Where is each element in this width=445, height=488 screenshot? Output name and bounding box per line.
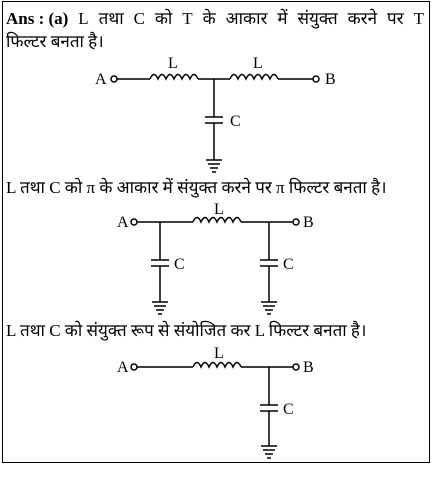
inductor-2 — [230, 75, 278, 80]
ground-icon — [206, 160, 222, 172]
pi-filter-diagram — [0, 200, 445, 318]
answer-line-1-cont: फिल्टर बनता है। — [6, 32, 104, 51]
ground-icon — [261, 302, 277, 314]
word: L — [78, 9, 89, 28]
t-filter-diagram — [0, 50, 445, 180]
word: आकार — [225, 9, 268, 28]
word: संयुक्त — [297, 9, 338, 28]
inductor-1 — [150, 75, 198, 80]
word: पर — [387, 9, 404, 28]
l-terminal-a: A — [117, 359, 129, 376]
inductor — [193, 363, 241, 368]
l-filter-diagram — [0, 342, 445, 462]
answer-line-2: L तथा C को π के आकार में संयुक्त करने पर π फिल्टर बनता है। — [6, 178, 387, 197]
word: करने — [347, 9, 378, 28]
l-terminal-b: B — [303, 359, 314, 376]
answer-line-3: L तथा C को संयुक्त रूप से संयोजित कर L फिल्टर बनता है। — [6, 321, 367, 340]
pi-capacitor2-label: C — [283, 256, 294, 273]
pi-inductor-label: L — [214, 201, 224, 218]
pi-capacitor1-label: C — [174, 256, 185, 273]
answer-lead — [6, 8, 68, 30]
terminal-a-node — [111, 76, 117, 82]
word: C — [133, 9, 145, 28]
pi-terminal-b: B — [303, 214, 314, 231]
word: को — [154, 9, 173, 28]
answer-option: (a) — [48, 9, 69, 28]
t-capacitor-label: C — [230, 113, 241, 130]
terminal-b-node — [313, 76, 319, 82]
ground-icon — [261, 446, 277, 458]
t-inductor1-label: L — [168, 55, 178, 72]
ground-icon — [152, 302, 168, 314]
word: तथा — [98, 9, 124, 28]
word: के — [202, 9, 216, 28]
terminal-a-node — [131, 219, 137, 225]
terminal-a-node — [131, 364, 137, 370]
answer-line-1 — [6, 8, 424, 30]
t-inductor2-label: L — [253, 55, 263, 72]
word: T — [182, 9, 193, 28]
terminal-b-node — [293, 219, 299, 225]
word: T — [413, 9, 424, 28]
answer-prefix: Ans : — [6, 9, 45, 28]
t-terminal-a: A — [95, 71, 107, 88]
word: में — [277, 9, 288, 28]
t-terminal-b: B — [325, 71, 336, 88]
l-capacitor-label: C — [283, 401, 294, 418]
pi-terminal-a: A — [117, 214, 129, 231]
inductor — [193, 218, 241, 223]
terminal-b-node — [293, 364, 299, 370]
l-inductor-label: L — [214, 345, 224, 362]
